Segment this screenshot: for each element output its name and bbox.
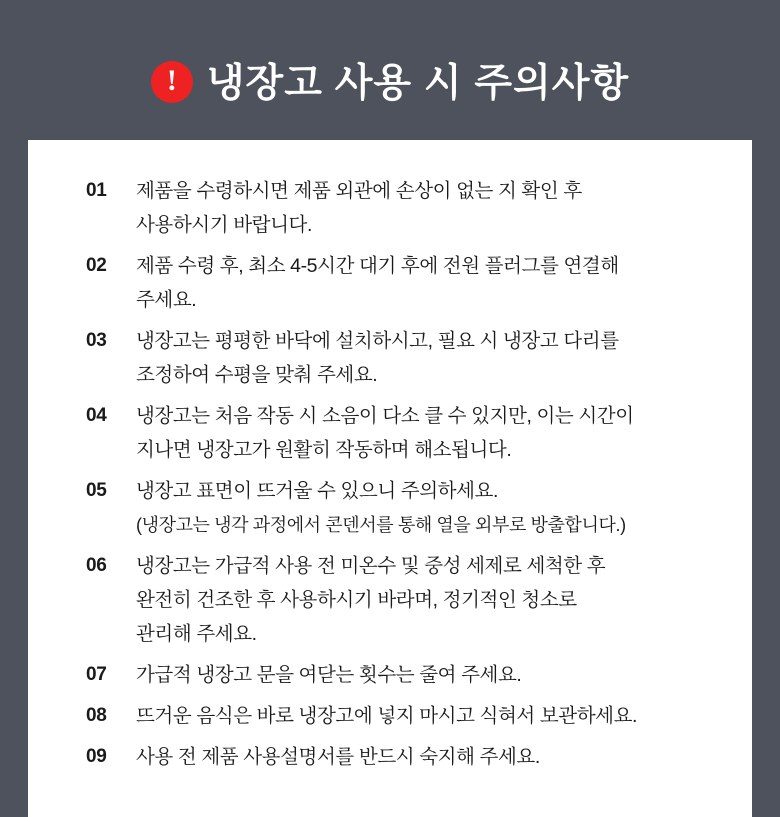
list-item-line: 주세요.: [136, 289, 197, 311]
list-item-line: 냉장고는 평평한 바닥에 설치하시고, 필요 시 냉장고 다리를: [136, 330, 619, 352]
list-item-line: 조정하여 수평을 맞춰 주세요.: [136, 364, 378, 386]
list-item-line: 냉장고는 처음 작동 시 소음이 다소 클 수 있지만, 이는 시간이: [136, 405, 634, 427]
list-item: [28, 474, 752, 542]
notice-card: [28, 140, 752, 817]
list-item-text: [136, 174, 712, 242]
list-item-line: 제품을 수령하시면 제품 외관에 손상이 없는 지 확인 후: [136, 180, 582, 202]
list-item-text: [136, 399, 712, 467]
list-item-number: 05: [86, 480, 107, 501]
page-title: 냉장고 사용 시 주의사항: [206, 62, 630, 105]
list-item-line: 지나면 냉장고가 원활히 작동하며 해소됩니다.: [136, 439, 512, 461]
list-item-number: 04: [86, 405, 107, 426]
list-item-text: [136, 474, 712, 542]
list-item: [28, 399, 752, 467]
list-item-number: 09: [86, 746, 107, 767]
list-item-line: 냉장고는 가급적 사용 전 미온수 및 중성 세제로 세척한 후: [136, 555, 606, 577]
page-header: [151, 52, 629, 108]
list-item-line: 뜨거운 음식은 바로 냉장고에 넣지 마시고 식혀서 보관하세요.: [136, 705, 638, 727]
list-item-number: 07: [86, 664, 107, 685]
exclamation-mark: !: [166, 64, 177, 97]
list-item: [28, 699, 752, 733]
list-item-line: 사용하시기 바랍니다.: [136, 214, 312, 236]
exclamation-circle-icon: [151, 61, 193, 103]
list-item-text: [136, 740, 712, 774]
list-item: [28, 658, 752, 692]
list-item-text: [136, 658, 712, 692]
list-item-line: 완전히 건조한 후 사용하시기 바라며, 정기적인 청소로: [136, 589, 577, 611]
list-item-line: 사용 전 제품 사용설명서를 반드시 숙지해 주세요.: [136, 746, 540, 768]
list-item-number: 01: [86, 180, 107, 201]
list-item-line: 가급적 냉장고 문을 여닫는 횟수는 줄여 주세요.: [136, 664, 522, 686]
list-item-line: 관리해 주세요.: [136, 623, 257, 645]
list-item: [28, 174, 752, 242]
list-item-line: 제품 수령 후, 최소 4-5시간 대기 후에 전원 플러그를 연결해: [136, 255, 619, 277]
list-item-text: [136, 699, 712, 733]
list-item-text: [136, 249, 712, 317]
list-item-line: 냉장고 표면이 뜨거울 수 있으니 주의하세요.: [136, 480, 498, 502]
precaution-list: [28, 174, 752, 774]
list-item-number: 08: [86, 705, 107, 726]
list-item: [28, 324, 752, 392]
list-item: [28, 249, 752, 317]
list-item-number: 03: [86, 330, 107, 351]
list-item-text: [136, 549, 712, 651]
list-item-line: (냉장고는 냉각 과정에서 콘덴서를 통해 열을 외부로 방출합니다.): [136, 515, 626, 535]
list-item-text: [136, 324, 712, 392]
list-item: [28, 549, 752, 651]
list-item-number: 06: [86, 555, 107, 576]
list-item: [28, 740, 752, 774]
list-item-number: 02: [86, 255, 107, 276]
